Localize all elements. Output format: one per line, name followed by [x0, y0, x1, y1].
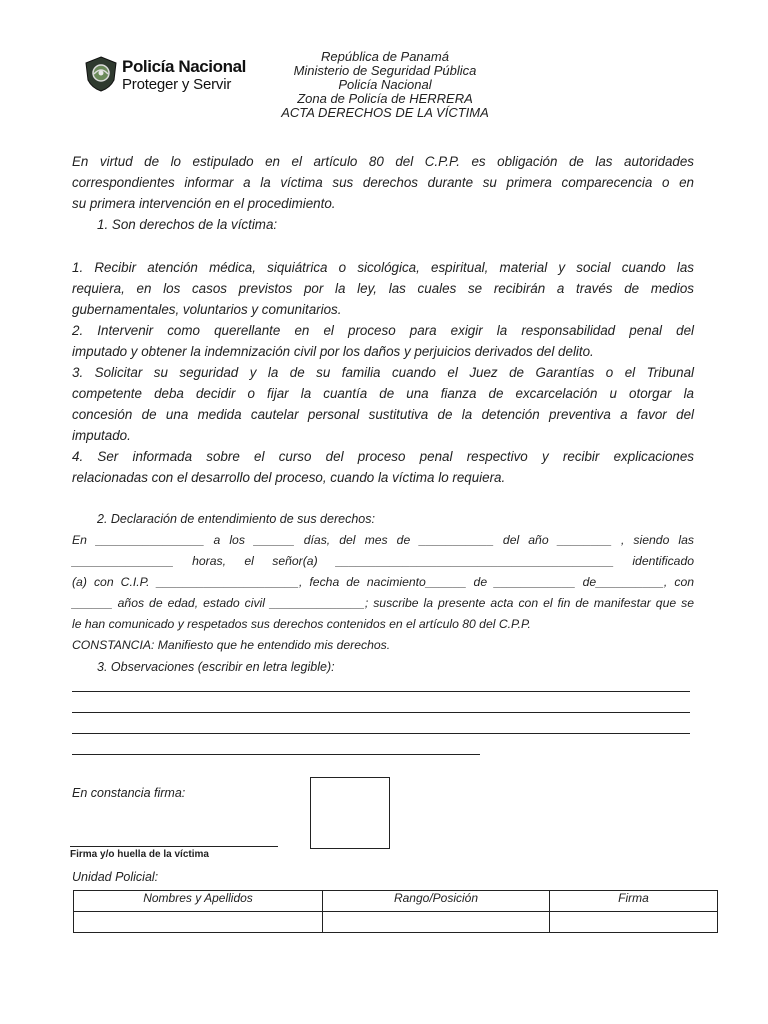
signature-cell[interactable] — [550, 912, 718, 933]
rights-list — [72, 257, 694, 488]
declaration-line: En ________________ a los ______ días, del mes de ___________ del año ________ , siendo las — [72, 533, 694, 547]
rank-cell[interactable] — [323, 912, 550, 933]
declaration-line: le han comunicado y respetados sus derechos contenidos en el artículo 80 del C.P.P. — [72, 617, 531, 631]
signature-line[interactable] — [70, 846, 278, 847]
unit-table — [73, 890, 718, 933]
table-header-row — [74, 891, 718, 912]
intro-line: correspondientes informar a la víctima sus derechos durante su primera comparecencia o en — [72, 175, 694, 190]
section-2-title: 2. Declaración de entendimiento de sus derechos: — [97, 512, 375, 526]
rights-line: competente deba decidir o fijar la cuantía de una fianza de excarcelación u otorgar la — [72, 386, 694, 401]
declaration-line: ______ años de edad, estado civil ______________; suscribe la presente acta con el fin de manifestar que se — [72, 596, 694, 610]
fingerprint-box[interactable] — [310, 777, 390, 849]
rights-line: 2. Intervenir como querellante en el proceso para exigir la responsabilidad penal del — [72, 323, 694, 338]
header-line: Zona de Policía de HERRERA — [297, 91, 473, 106]
rights-line: imputado y obtener la indemnización civil por los daños y perjuicios derivados del delito. — [72, 344, 594, 359]
declaration-line: _______________ horas, el señor(a) _________________________________________ identificado — [72, 554, 694, 568]
column-header-rank: Rango/Posición — [323, 891, 550, 912]
unit-label: Unidad Policial: — [72, 870, 159, 884]
signature-prompt: En constancia firma: — [72, 786, 186, 800]
observation-line[interactable] — [72, 712, 690, 713]
police-shield-icon — [84, 56, 118, 92]
section-1-title: 1. Son derechos de la víctima: — [97, 217, 278, 232]
header-line: Ministerio de Seguridad Pública — [293, 63, 477, 78]
logo-title: Policía Nacional — [122, 57, 246, 76]
declaration-paragraph — [72, 530, 694, 656]
header-line: Policía Nacional — [338, 77, 432, 92]
rights-line: 3. Solicitar su seguridad y la de su familia cuando el Juez de Garantías o el Tribunal — [72, 365, 694, 380]
header-line: República de Panamá — [321, 49, 449, 64]
rights-line: gubernamentales, voluntarios y comunitarios. — [72, 302, 342, 317]
rights-line: relacionadas con el desarrollo del proceso, cuando la víctima lo requiera. — [72, 470, 506, 485]
police-logo — [82, 52, 246, 98]
observation-line[interactable] — [72, 691, 690, 692]
rights-line: 4. Ser informada sobre el curso del proceso penal respectivo y recibir explicaciones — [72, 449, 694, 464]
document-title: ACTA DERECHOS DE LA VÍCTIMA — [281, 105, 489, 120]
section-3-title: 3. Observaciones (escribir en letra legible): — [97, 660, 335, 674]
rights-line: concesión de una medida cautelar personal sustitutiva de la detención preventiva a favor del — [72, 407, 694, 422]
observation-line[interactable] — [72, 733, 690, 734]
column-header-names: Nombres y Apellidos — [74, 891, 323, 912]
logo-subtitle: Proteger y Servir — [122, 76, 232, 93]
declaration-line: (a) con C.I.P. _____________________, fecha de nacimiento______ de ____________ de__________, con — [72, 575, 694, 589]
intro-paragraph — [72, 151, 694, 214]
intro-line: su primera intervención en el procedimiento. — [72, 196, 336, 211]
name-cell[interactable] — [74, 912, 323, 933]
rights-line: requiera, en los casos previstos por la ley, las cuales se recibirán a través de medios — [72, 281, 694, 296]
document-header — [230, 50, 540, 120]
observation-line[interactable] — [72, 754, 480, 755]
signature-caption: Firma y/o huella de la víctima — [70, 849, 209, 860]
column-header-signature: Firma — [550, 891, 718, 912]
rights-line: 1. Recibir atención médica, siquiátrica o sicológica, espiritual, material y social cuando las — [72, 260, 694, 275]
constancia-line: CONSTANCIA: Manifiesto que he entendido mis derechos. — [72, 638, 391, 652]
intro-line: En virtud de lo estipulado en el artículo 80 del C.P.P. es obligación de las autoridades — [72, 154, 694, 169]
table-row — [74, 912, 718, 933]
rights-line: imputado. — [72, 428, 131, 443]
